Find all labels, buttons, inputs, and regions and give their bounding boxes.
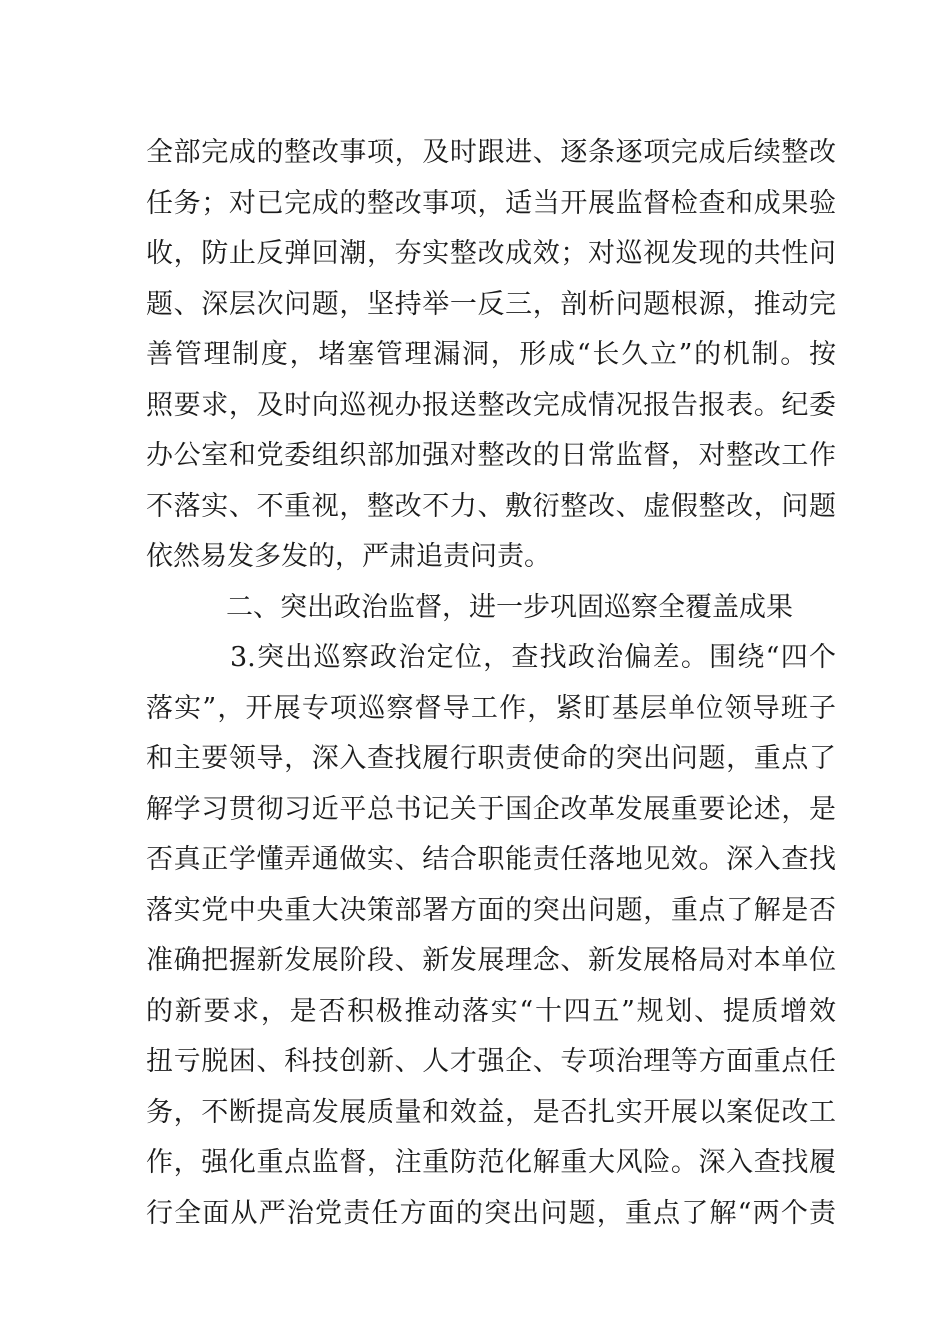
- paragraph-1-line: 不落实、不重视，整改不力、敷衍整改、虚假整改，问题: [146, 490, 836, 522]
- paragraph-1-line: 任务；对已完成的整改事项，适当开展监督检查和成果验: [146, 187, 836, 219]
- paragraph-2-line: 行全面从严治党责任方面的突出问题，重点了解“两个责: [146, 1197, 836, 1229]
- paragraph-2-line: 解学习贯彻习近平总书记关于国企改革发展重要论述，是: [146, 793, 836, 825]
- paragraph-2-line: 准确把握新发展阶段、新发展理念、新发展格局对本单位: [146, 945, 836, 976]
- paragraph-2-line: 3.突出巡察政治定位，查找政治偏差。围绕“四个: [230, 642, 836, 673]
- paragraph-2-line: 作，强化重点监督，注重防范化解重大风险。深入查找履: [146, 1147, 836, 1178]
- document-body: [146, 128, 836, 1239]
- section-heading: 二、突出政治监督，进一步巩固巡察全覆盖成果: [226, 591, 793, 623]
- paragraph-2-line: 务，不断提高发展质量和效益，是否扎实开展以案促改工: [146, 1096, 836, 1128]
- paragraph-1-line: 照要求，及时向巡视办报送整改完成情况报告报表。纪委: [146, 389, 836, 421]
- paragraph-2-line: 落实党中央重大决策部署方面的突出问题，重点了解是否: [146, 894, 836, 926]
- paragraph-1-line: 依然易发多发的，严肃追责问责。: [146, 541, 551, 572]
- paragraph-1-line: 收，防止反弹回潮，夯实整改成效；对巡视发现的共性问: [146, 238, 836, 269]
- paragraph-2-line: 落实”，开展专项巡察督导工作，紧盯基层单位领导班子: [146, 692, 836, 724]
- paragraph-2-line: 的新要求，是否积极推动落实“十四五”规划、提质增效: [146, 995, 836, 1027]
- paragraph-2-line: 扭亏脱困、科技创新、人才强企、专项治理等方面重点任: [146, 1046, 836, 1077]
- paragraph-1-line: 题、深层次问题，坚持举一反三，剖析问题根源，推动完: [146, 288, 836, 320]
- paragraph-1-line: 办公室和党委组织部加强对整改的日常监督，对整改工作: [146, 440, 836, 471]
- paragraph-2-line: 和主要领导，深入查找履行职责使命的突出问题，重点了: [146, 743, 836, 774]
- paragraph-1-line: 善管理制度，堵塞管理漏洞，形成“长久立”的机制。按: [146, 339, 836, 370]
- paragraph-2-line: 否真正学懂弄通做实、结合职能责任落地见效。深入查找: [146, 844, 836, 875]
- paragraph-1-line: 全部完成的整改事项，及时跟进、逐条逐项完成后续整改: [146, 137, 836, 168]
